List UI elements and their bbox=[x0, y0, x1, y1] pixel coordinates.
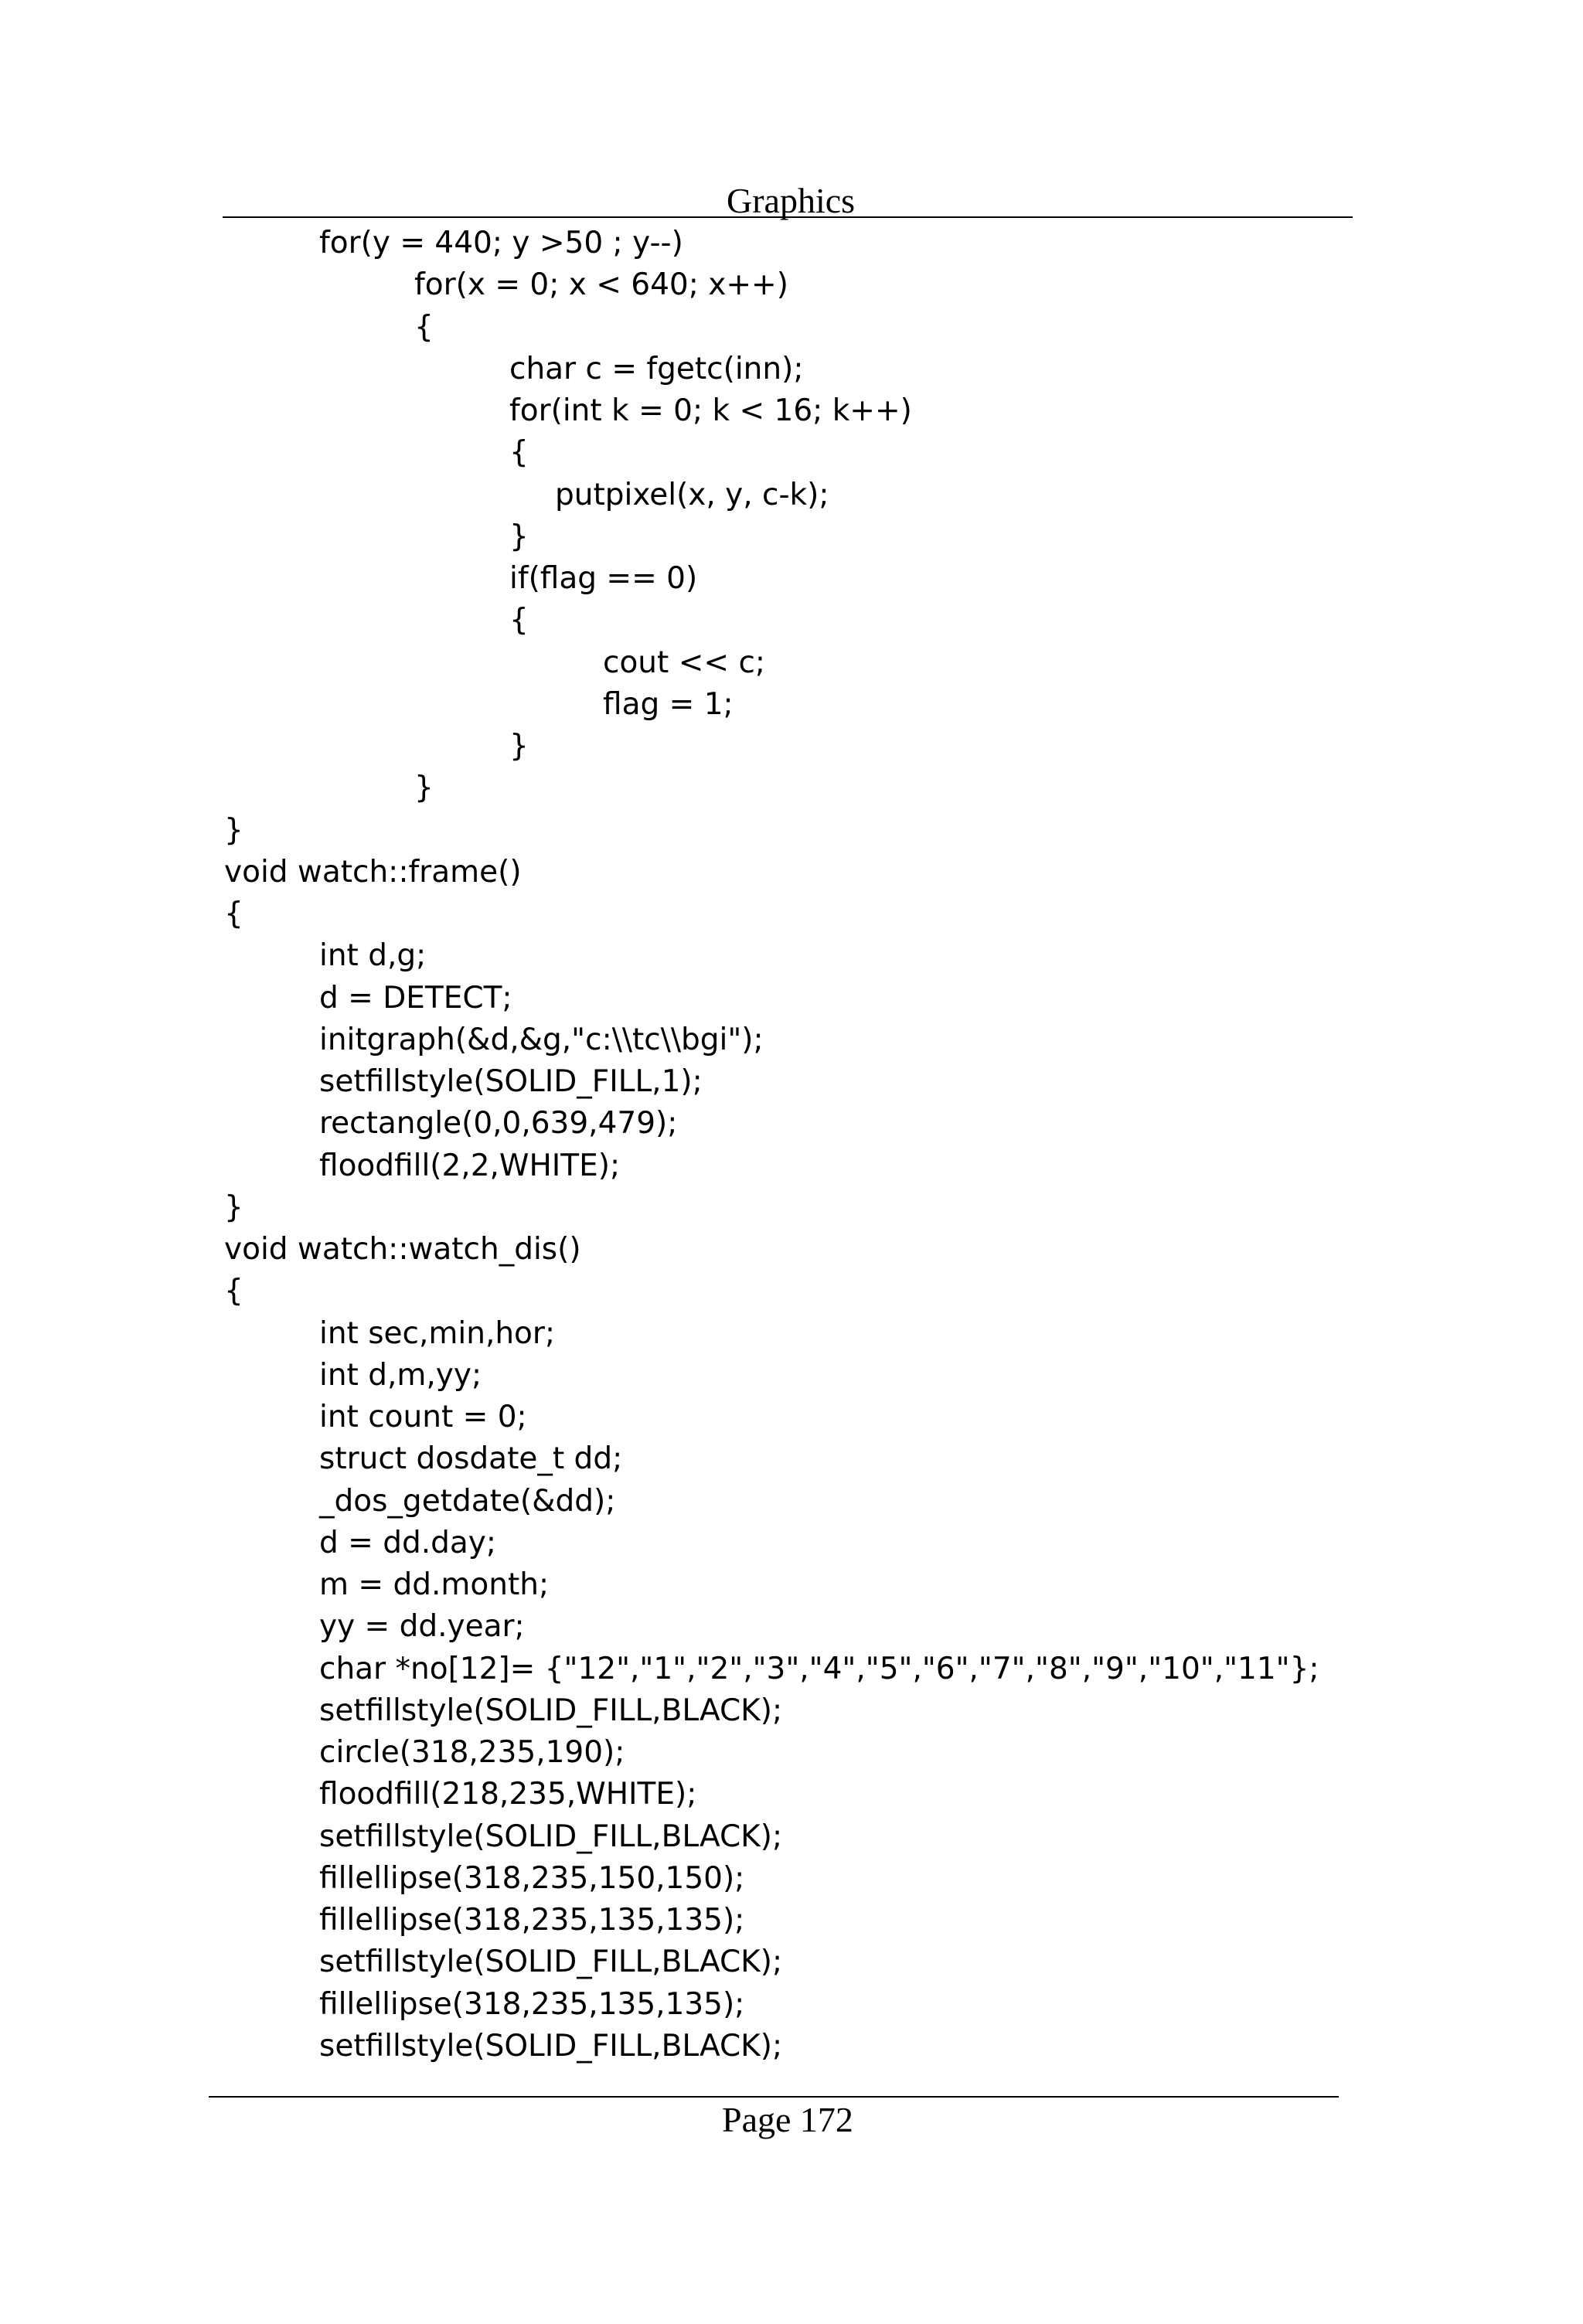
footer-rule bbox=[209, 2096, 1339, 2098]
code-line: setfillstyle(SOLID_FILL,BLACK); bbox=[319, 1819, 783, 1854]
code-line: d = dd.day; bbox=[319, 1526, 497, 1560]
code-line: int sec,min,hor; bbox=[319, 1316, 556, 1351]
code-line: void watch::frame() bbox=[224, 855, 522, 890]
code-line: fillellipse(318,235,135,135); bbox=[319, 1903, 745, 1938]
code-line: circle(318,235,190); bbox=[319, 1735, 625, 1770]
code-line: int count = 0; bbox=[319, 1400, 527, 1434]
code-line: int d,m,yy; bbox=[319, 1358, 482, 1393]
code-line: setfillstyle(SOLID_FILL,1); bbox=[319, 1064, 703, 1099]
code-line: } bbox=[414, 771, 434, 805]
code-line: char c = fgetc(inn); bbox=[509, 352, 804, 386]
code-line: } bbox=[509, 729, 529, 764]
code-line: putpixel(x, y, c-k); bbox=[555, 478, 829, 512]
code-line: setfillstyle(SOLID_FILL,BLACK); bbox=[319, 1693, 783, 1728]
code-line: { bbox=[509, 603, 529, 638]
code-line: setfillstyle(SOLID_FILL,BLACK); bbox=[319, 2029, 783, 2064]
code-line: yy = dd.year; bbox=[319, 1609, 525, 1644]
code-line: setfillstyle(SOLID_FILL,BLACK); bbox=[319, 1945, 783, 1979]
code-line: { bbox=[414, 310, 434, 345]
code-line: for(x = 0; x < 640; x++) bbox=[414, 267, 788, 302]
code-line: { bbox=[509, 435, 529, 470]
code-line: } bbox=[509, 519, 529, 554]
code-line: for(y = 440; y >50 ; y--) bbox=[319, 226, 683, 260]
code-line: floodfill(2,2,WHITE); bbox=[319, 1148, 621, 1183]
code-line: int d,g; bbox=[319, 938, 427, 973]
code-line: initgraph(&d,&g,"c:\\tc\\bgi"); bbox=[319, 1022, 764, 1057]
code-line: if(flag == 0) bbox=[509, 561, 698, 596]
code-line: struct dosdate_t dd; bbox=[319, 1441, 623, 1476]
code-line: m = dd.month; bbox=[319, 1567, 550, 1602]
code-line: { bbox=[224, 1274, 243, 1308]
code-line: for(int k = 0; k < 16; k++) bbox=[509, 393, 912, 428]
header-title: Graphics bbox=[727, 181, 856, 220]
code-line: char *no[12]= {"12","1","2","3","4","5","6","7","8","9","10","11"}; bbox=[319, 1652, 1319, 1686]
code-line: void watch::watch_dis() bbox=[224, 1232, 581, 1267]
code-line: cout << c; bbox=[603, 645, 766, 680]
code-line: fillellipse(318,235,150,150); bbox=[319, 1861, 745, 1896]
code-line: { bbox=[224, 897, 243, 931]
code-line: _dos_getdate(&dd); bbox=[319, 1484, 616, 1519]
code-line: fillellipse(318,235,135,135); bbox=[319, 1987, 745, 2022]
code-line: floodfill(218,235,WHITE); bbox=[319, 1777, 697, 1812]
code-line: rectangle(0,0,639,479); bbox=[319, 1106, 678, 1141]
page-number: Page 172 bbox=[722, 2100, 853, 2139]
code-line: } bbox=[224, 813, 243, 848]
code-line: flag = 1; bbox=[603, 687, 734, 722]
code-line: } bbox=[224, 1190, 243, 1225]
code-line: d = DETECT; bbox=[319, 981, 512, 1016]
